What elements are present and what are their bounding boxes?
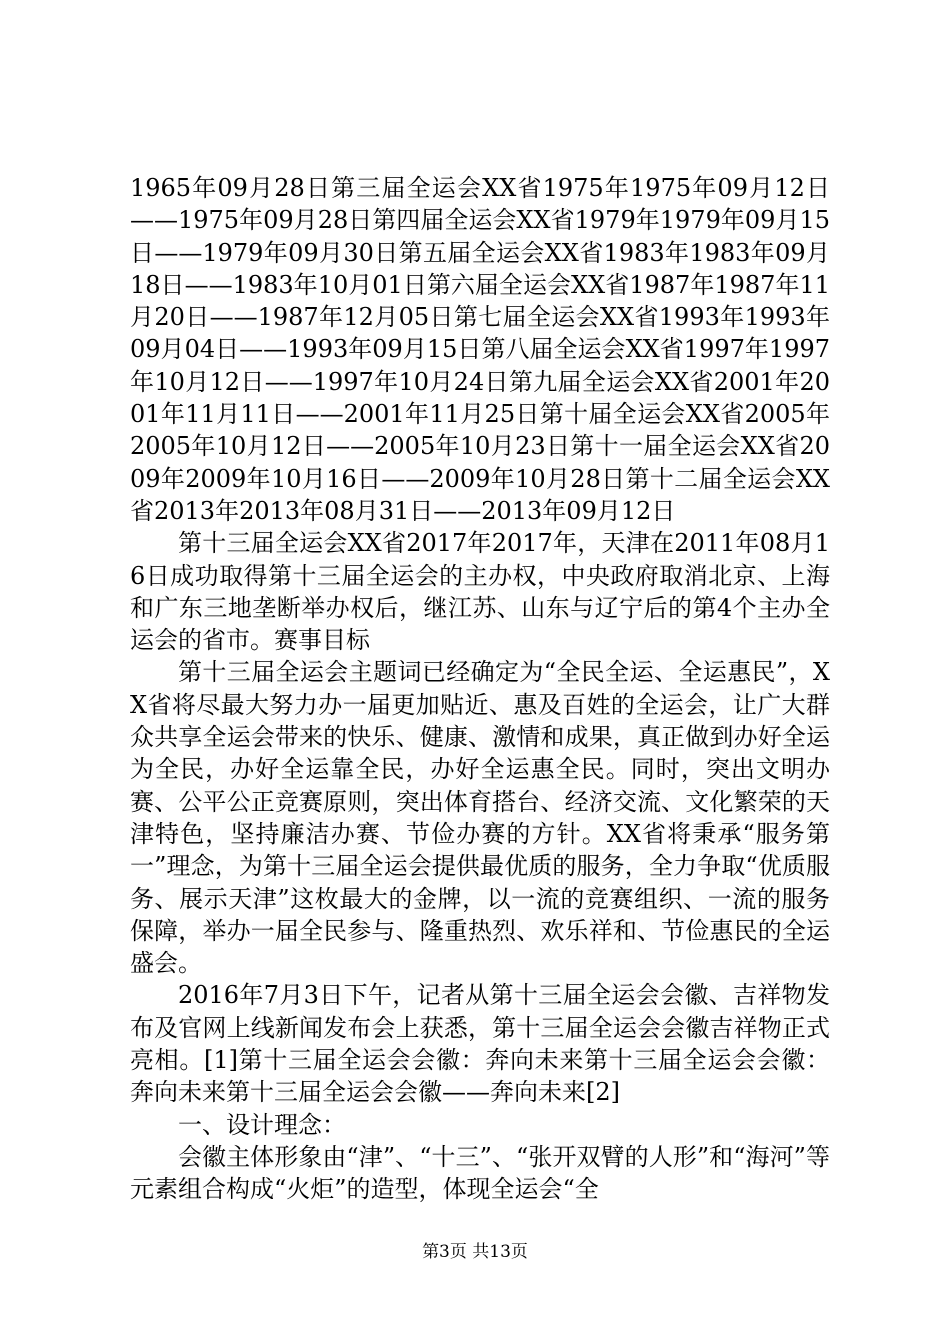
document-body: [130, 172, 830, 1206]
page-number-footer: 第3页 共13页: [422, 1242, 528, 1262]
paragraph-design-concept-heading: 一、设计理念：: [178, 1110, 346, 1139]
paragraph-games-history: 1965年09月28日第三届全运会XX省1975年1975年09月12日——1975年09月28日第四届全运会XX省1979年1979年09月15日——1979年09月30日第五届全运会XX省1983年1983年09月18日——1983年10月01日第六届全运会XX省1987年1987年11月20日——1987年12月05日第七届全运会XX省1993年1993年09月04日——1993年09月15日第八届全运会XX省1997年1997年10月12日——1997年10月24日第九届全运会XX省2001年2001年11月11日——2001年11月25日第十届全运会XX省2005年2005年10月12日——2005年10月23日第十一届全运会XX省2009年2009年10月16日——2009年10月28日第十二届全运会XX省2013年2013年08月31日——2013年09月12日: [130, 174, 830, 525]
paragraph-emblem-description: 会徽主体形象由“津”、“十三”、“张开双臂的人形”和“海河”等元素组合构成“火炬”的造型，体现全运会“全: [130, 1142, 830, 1204]
paragraph-emblem-release: 2016年7月3日下午，记者从第十三届全运会会徽、吉祥物发布及官网上线新闻发布会上获悉，第十三届全运会会徽吉祥物正式亮相。[1]第十三届全运会会徽：奔向未来第十三届全运会会徽：奔向未来第十三届全运会会徽——奔向未来[2]: [130, 981, 830, 1107]
paragraph-thirteenth-games-host: 第十三届全运会XX省2017年2017年，天津在2011年08月16日成功取得第十三届全运会的主办权，中央政府取消北京、上海和广东三地垄断举办权后，继江苏、山东与辽宁后的第4个主办全运会的省市。赛事目标: [130, 529, 830, 655]
paragraph-theme-and-goals: 第十三届全运会主题词已经确定为“全民全运、全运惠民”，XX省将尽最大努力办一届更加贴近、惠及百姓的全运会，让广大群众共享全运会带来的快乐、健康、激情和成果，真正做到办好全运为全民，办好全运靠全民，办好全运惠全民。同时，突出文明办赛、公平公正竞赛原则，突出体育搭台、经济交流、文化繁荣的天津特色，坚持廉洁办赛、节俭办赛的方针。XX省将秉承“服务第一”理念，为第十三届全运会提供最优质的服务，全力争取“优质服务、展示天津”这枚最大的金牌，以一流的竞赛组织、一流的服务保障，举办一届全民参与、隆重热烈、欢乐祥和、节俭惠民的全运盛会。: [130, 658, 830, 978]
